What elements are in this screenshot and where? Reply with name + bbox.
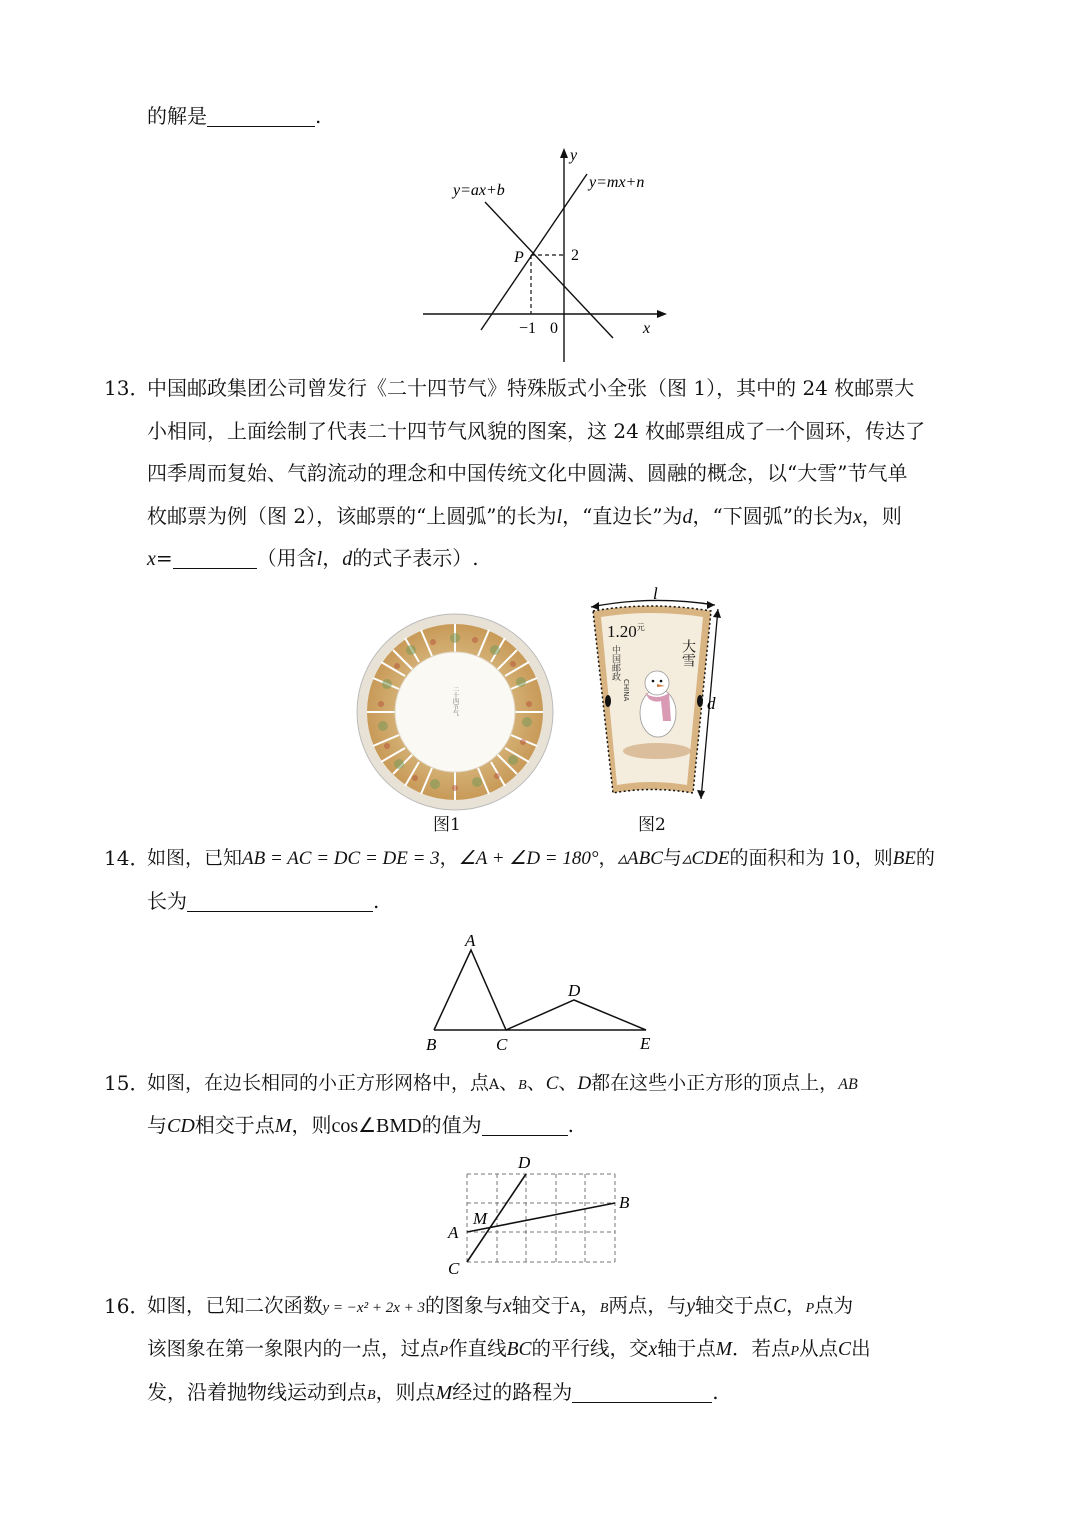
q12-tail-text: 的解是 [147, 104, 207, 128]
q15-grid-figure [440, 1150, 640, 1280]
q13-stamp-country: 中国邮政 [610, 645, 620, 681]
q12-answer-blank[interactable] [207, 106, 315, 127]
q13-line3: 四季周而复始、气韵流动的理念和中国传统文化中圆满、圆融的概念，以“大雪”节气单 [147, 461, 908, 485]
q14-seg-be: BE [892, 848, 916, 869]
q14-line1 [147, 844, 935, 873]
q13-dim-l-arrow-left [591, 602, 599, 610]
q15-sep2: 、 [526, 1072, 546, 1094]
q14-end-mark: . [373, 889, 380, 913]
q13-dim-d-arrow-bottom [697, 790, 705, 799]
q15-seg-cd: CD [167, 1115, 195, 1137]
q14-line2-text: 长为 [147, 889, 187, 913]
q13-label-l: l [653, 584, 658, 603]
q16-line1-f: 轴交于点 [695, 1294, 774, 1317]
q13-line1: 中国邮政集团公司曾发行《二十四节气》特殊版式小全张（图 1），其中的 24 枚邮票大 [147, 376, 915, 400]
q16-line2-c: 的平行线，交 [531, 1337, 649, 1360]
q15-end-mark: . [567, 1113, 574, 1137]
q16-line2-b: 作直线 [448, 1337, 507, 1360]
q16-point-p2: P [439, 1344, 449, 1359]
q13-dim-l-arrow-right [707, 601, 715, 609]
q12-label-line2: y=mx+n [589, 174, 645, 191]
q16-line1 [147, 1292, 853, 1323]
q15-segment-ab [467, 1203, 615, 1232]
q14-label-b: B [426, 1035, 437, 1054]
q15-label-a: A [448, 1223, 459, 1242]
q16-line1-d: ， [580, 1294, 600, 1317]
q13-ring-center-text: 二十四节气 [451, 686, 459, 716]
q16-point-a: A [570, 1300, 581, 1316]
q14-triangle-cde [506, 1000, 646, 1030]
q16-point-m: M [715, 1339, 732, 1360]
q12-y-arrow [560, 148, 568, 158]
q13-line4-b: ，“直边长”为 [562, 504, 683, 528]
q13-number: 13． [104, 376, 150, 400]
q15-answer-blank[interactable] [482, 1115, 568, 1136]
q13-answer-blank[interactable] [173, 548, 257, 569]
q12-end-mark: . [315, 104, 322, 128]
q13-line5 [147, 544, 479, 573]
q16-point-p3: P [790, 1344, 800, 1359]
q16-end-mark: . [712, 1380, 719, 1404]
q16-line2-f: 从点 [799, 1337, 839, 1360]
q14-line1-f: 的 [915, 847, 935, 869]
q16-point-c: C [773, 1296, 787, 1317]
q16-line2 [147, 1335, 871, 1366]
q15-label-b: B [619, 1193, 630, 1212]
q13-stamp-latin: CHINA [622, 679, 630, 702]
q16-point-c2: C [838, 1339, 852, 1360]
q16-line1-b: 的图象与 [424, 1294, 503, 1317]
q13-line5-l: l [316, 548, 323, 570]
q12-label-line1: y=ax+b [453, 182, 505, 199]
q12-label-y: y [570, 147, 578, 164]
q13-line5-b: （用含 [256, 546, 317, 570]
q16-function: y = −x² + 2x + 3 [322, 1300, 425, 1316]
q12-answer-line [147, 102, 321, 130]
q13-line5-eq: = [155, 546, 173, 570]
q15-line1-a: 如图，在边长相同的小正方形网格中，点 [147, 1072, 490, 1094]
q16-line1-c: 轴交于 [511, 1294, 571, 1317]
q12-label-origin: 0 [550, 320, 558, 337]
q14-line1-e: 的面积和为 10，则 [729, 847, 893, 869]
q14-line1-a: 如图，已知 [147, 847, 243, 869]
q12-label-p: P [514, 249, 524, 266]
q16-line1-h: 点为 [814, 1294, 854, 1317]
q16-number: 16． [104, 1294, 150, 1318]
q12-label-minus1: −1 [519, 320, 537, 337]
q12-graph [415, 140, 675, 370]
q14-triangles-figure [420, 928, 670, 1058]
q13-line4-d: ，则 [861, 504, 902, 528]
q16-line1-g: ， [786, 1294, 806, 1317]
q14-answer-blank[interactable] [187, 891, 373, 912]
q13-stamp-value-number: 1.20 [607, 622, 637, 641]
q14-number: 14． [104, 846, 150, 870]
q13-snowman-eye-right [660, 680, 663, 683]
q12-label-2: 2 [571, 247, 579, 264]
q13-fig2-caption: 图2 [638, 815, 666, 835]
q15-line2-c: ，则 [291, 1113, 332, 1137]
q14-line1-b: ， [439, 847, 459, 869]
q15-line2-b: 相交于点 [194, 1113, 275, 1137]
q14-label-d: D [568, 981, 581, 1000]
q15-line2-a: 与 [147, 1113, 167, 1137]
q14-label-c: C [496, 1035, 508, 1054]
q16-point-b: B [599, 1301, 609, 1316]
q13-var-l: l [556, 506, 563, 528]
q13-fig1-stamp-ring [355, 612, 555, 812]
q16-line1-e: 两点，与 [608, 1294, 687, 1317]
q15-point-c: C [545, 1073, 559, 1094]
q14-eq2: ∠A + ∠D = 180° [458, 848, 599, 869]
q12-x-arrow [657, 310, 667, 318]
q16-line3-a: 发，沿着抛物线运动到点 [147, 1380, 367, 1404]
q15-seg-ab: AB [838, 1076, 858, 1093]
q13-fig1-caption: 图1 [433, 815, 461, 835]
q14-line2 [147, 887, 379, 915]
q15-point-b: B [518, 1078, 527, 1093]
q15-point-d: D [577, 1073, 592, 1094]
q13-stamp-unit: 元 [636, 623, 645, 632]
q15-line1-b: 都在这些小正方形的顶点上， [591, 1072, 839, 1094]
q15-point-m: M [274, 1115, 292, 1137]
q15-line2 [147, 1111, 574, 1140]
q16-var-x: x [503, 1296, 512, 1317]
q13-snowman-body [640, 689, 676, 737]
q16-line2-d: 轴于点 [657, 1337, 716, 1360]
q16-line1-a: 如图，已知二次函数 [147, 1294, 323, 1317]
q13-line5-d-var: d [342, 548, 353, 570]
q15-line2-d: 的值为 [421, 1113, 482, 1137]
q12-label-x: x [643, 320, 651, 337]
q13-line5-c: ， [322, 546, 343, 570]
q13-var-d: d [682, 506, 693, 528]
q16-line2-g: 出 [851, 1337, 871, 1360]
q16-line2-e: ．若点 [731, 1337, 791, 1360]
q16-line3-b: ，则点 [375, 1380, 436, 1404]
q13-snowman-head [645, 671, 669, 695]
q13-perforation-right [697, 695, 703, 707]
q14-eq1: AB = AC = DC = DE = 3 [242, 848, 440, 869]
q13-line5-d: 的式子表示）. [352, 546, 479, 570]
q14-label-e: E [640, 1034, 651, 1053]
q13-dim-d-arrow-top [713, 609, 721, 618]
q14-line1-c: ， [598, 847, 618, 869]
q14-tri2: ▵CDE [681, 848, 730, 869]
q14-label-a: A [465, 931, 476, 950]
q16-line2-a: 该图象在第一象限内的一点，过点 [147, 1337, 440, 1360]
q15-sep1: 、 [499, 1072, 519, 1094]
q16-point-m2: M [435, 1382, 453, 1404]
q13-fig2-stamp [585, 583, 735, 805]
q16-answer-blank[interactable] [572, 1382, 712, 1403]
q14-triangle-abc [434, 950, 506, 1030]
q16-line3-c: 经过的路程为 [452, 1380, 573, 1404]
q15-label-d: D [518, 1153, 531, 1172]
q16-var-y: y [686, 1296, 696, 1317]
q13-var-x: x [853, 506, 862, 528]
q16-point-b2: B [367, 1388, 376, 1403]
q15-label-c: C [448, 1259, 460, 1278]
q16-seg-bc: BC [506, 1339, 532, 1360]
q15-label-m: M [473, 1209, 488, 1228]
q14-line1-d: 与 [662, 847, 682, 869]
q13-stamp-term: 大雪 [680, 639, 696, 667]
q15-cos-expr: cos∠BMD [331, 1115, 422, 1137]
q13-line4 [147, 502, 902, 531]
q13-snowman-eye-left [652, 680, 655, 683]
q13-line4-c: ，“下圆弧”的长为 [692, 504, 853, 528]
q13-line5-x: x [147, 548, 156, 570]
q15-number: 15． [104, 1071, 150, 1095]
q15-sep3: 、 [558, 1072, 578, 1094]
q14-tri1: ▵ABC [617, 848, 663, 869]
q16-line3 [147, 1378, 719, 1410]
q13-line2: 小相同，上面绘制了代表二十四节气风貌的图案，这 24 枚邮票组成了一个圆环，传达了 [147, 419, 926, 443]
q12-line-ax-b [485, 202, 613, 338]
q15-line1 [147, 1069, 858, 1100]
q13-perforation-left [605, 695, 611, 707]
q16-point-p: P [805, 1301, 815, 1316]
q15-point-a: A [489, 1077, 500, 1093]
q13-ground [623, 743, 691, 759]
q13-line4-a: 枚邮票为例（图 2），该邮票的“上圆弧”的长为 [147, 504, 557, 528]
q13-label-d: d [707, 694, 716, 713]
q16-var-x2: x [648, 1339, 658, 1360]
